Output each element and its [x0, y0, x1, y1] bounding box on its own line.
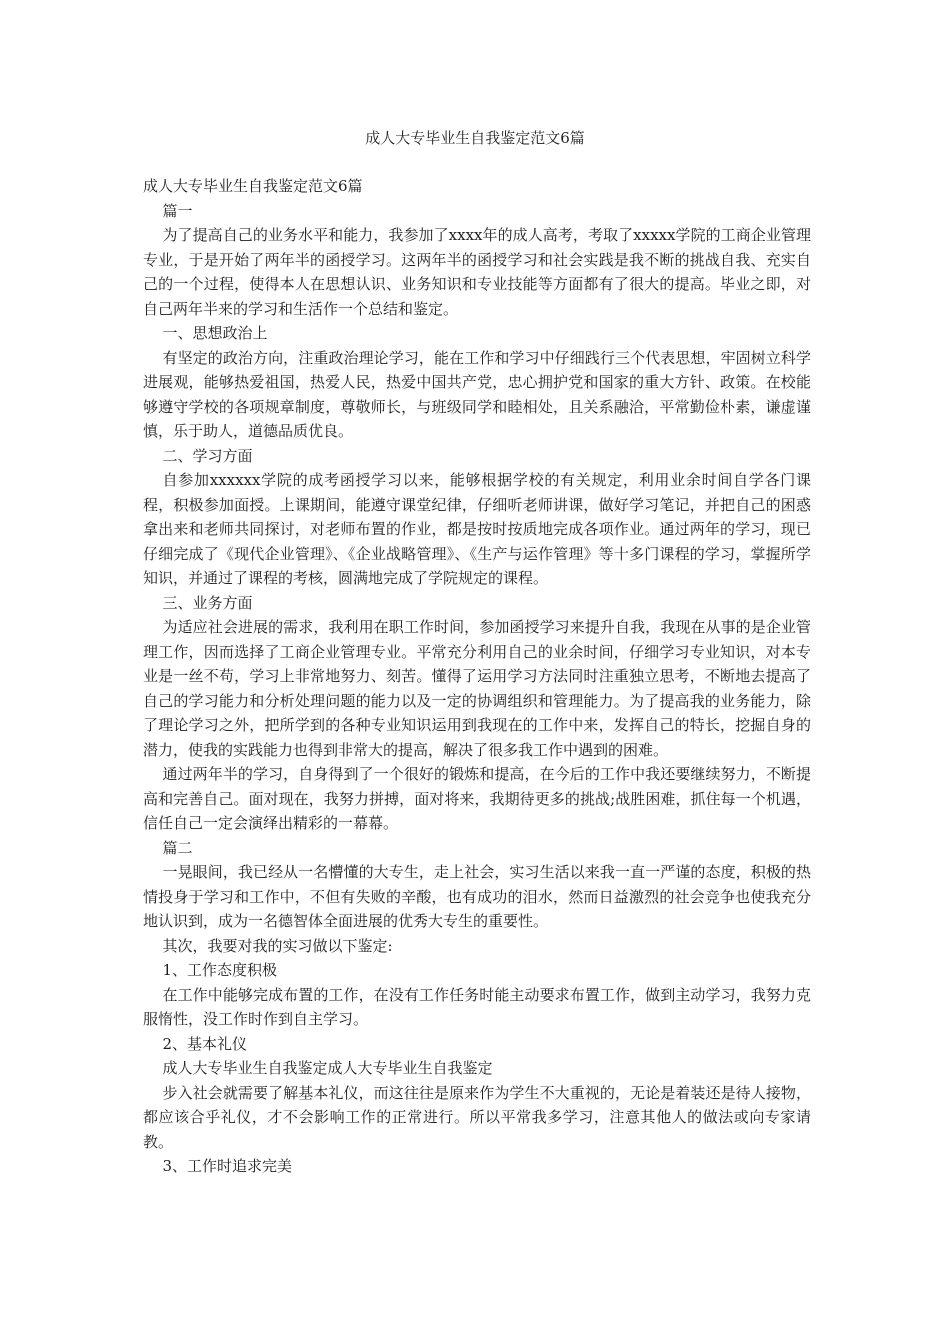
paragraph: 为适应社会进展的需求，我利用在职工作时间，参加函授学习来提升自我，我现在从事的是企业管理工作，因而选择了工商企业管理专业。平常充分利用自己的业余时间，仔细学习专业知识，对本专业是一丝不苟，学习上非常地努力、刻苦。懂得了运用学习方法同时注重独立思考，不断地去提高了自己的学习能力和分析处理问题的能力以及一定的协调组织和管理能力。为了提高我的业务能力，除了理论学习之外，把所学到的各种专业知识运用到我现在的工作中来，发挥自己的特长，挖掘自身的潜力，使我的实践能力也得到非常大的提高，解决了很多我工作中遇到的困难。	[143, 618, 811, 759]
paragraph: 1、工作态度积极	[162, 961, 278, 979]
paragraph: 步入社会就需要了解基本礼仪，而这往往是原来作为学生不大重视的，无论是着装还是待人接物，都应该合乎礼仪，才不会影响工作的正常进行。所以平常我多学习，注意其他人的做法或向专家请教。	[143, 1083, 811, 1151]
paragraph: 其次，我要对我的实习做以下鉴定:	[162, 936, 393, 955]
paragraph: 成人大专毕业生自我鉴定范文6篇	[143, 177, 363, 195]
paragraph: 篇二	[162, 838, 193, 857]
paragraph: 成人大专毕业生自我鉴定成人大专毕业生自我鉴定	[162, 1059, 493, 1077]
paragraph: 二、学习方面	[162, 446, 253, 465]
paragraph: 一晃眼间，我已经从一名懵懂的大专生，走上社会，实习生活以来我一直一严谨的态度，积极的热情投身于学习和工作中，不但有失败的辛酸，也有成功的泪水，然而日益激烈的社会竞争也使我充分地认识到，成为一名德智体全面进展的优秀大专生的重要性。	[143, 863, 811, 930]
paragraph: 自参加xxxxxx学院的成考函授学习以来，能够根据学校的有关规定，利用业余时间自学各门课程，积极参加面授。上课期间，能遵守课堂纪律，仔细听老师讲课，做好学习笔记，并把自己的困惑拿出来和老师共同探讨，对老师布置的作业，都是按时按质地完成各项作业。通过两年的学习，现已仔细完成了《现代企业管理》、《企业战略管理》、《生产与运作管理》等十多门课程的学习，掌握所学知识，并通过了课程的考核，圆满地完成了学院规定的课程。	[143, 471, 811, 587]
paragraph: 三、业务方面	[162, 593, 253, 612]
paragraph: 为了提高自己的业务水平和能力，我参加了xxxx年的成人高考，考取了xxxxx学院的工商企业管理专业，于是开始了两年半的函授学习。这两年半的函授学习和社会实践是我不断的挑战自我、充实自己的一个过程，使得本人在思想认识、业务知识和专业技能等方面都有了很大的提高。毕业之即，对自己两年半来的学习和生活作一个总结和鉴定。	[143, 226, 811, 318]
paragraph: 有坚定的政治方向，注重政治理论学习，能在工作和学习中仔细践行三个代表思想，牢固树立科学进展观，能够热爱祖国，热爱人民，热爱中国共产党，忠心拥护党和国家的重大方针、政策。在校能够遵守学校的各项规章制度，尊敬师长，与班级同学和睦相处，且关系融洽，平常勤俭朴素，谦虚谨慎，乐于助人，道德品质优良。	[143, 348, 811, 440]
paragraph: 一、思想政治上	[162, 324, 268, 342]
paragraph: 2、基本礼仪	[162, 1034, 248, 1053]
paragraph: 3、工作时追求完美	[162, 1157, 293, 1175]
document-title: 成人大专毕业生自我鉴定范文6篇	[365, 129, 585, 147]
paragraph: 篇一	[162, 201, 193, 220]
document-body	[143, 174, 811, 1179]
paragraph: 在工作中能够完成布置的工作，在没有工作任务时能主动要求布置工作，做到主动学习，我努力克服惰性，没工作时作到自主学习。	[143, 985, 811, 1028]
paragraph: 通过两年半的学习，自身得到了一个很好的锻炼和提高，在今后的工作中我还要继续努力，不断提高和完善自己。面对现在，我努力拼搏，面对将来，我期待更多的挑战;战胜困难，抓住每一个机遇，信任自己一定会演绎出精彩的一幕幕。	[143, 765, 811, 832]
